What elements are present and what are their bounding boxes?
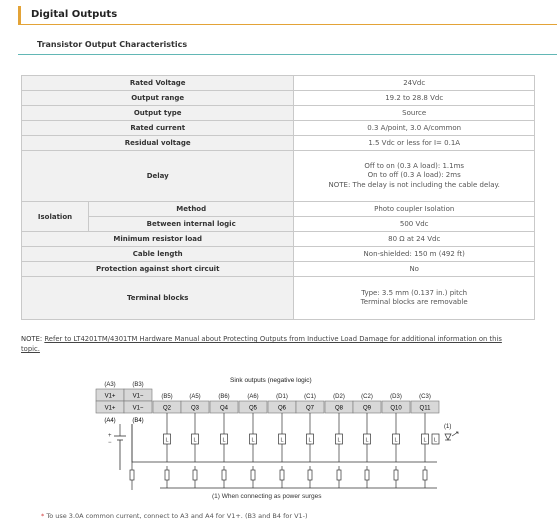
spec-key: Delay <box>22 151 294 202</box>
note-prefix: NOTE: <box>21 335 45 343</box>
spec-value: Non-shielded: 150 m (492 ft) <box>294 247 535 262</box>
subsection-header <box>18 40 557 55</box>
note-paragraph <box>21 334 531 354</box>
surge-marker: (1) <box>444 424 452 430</box>
table-row <box>22 76 535 91</box>
fuse-box <box>165 470 169 480</box>
spec-key: Residual voltage <box>22 136 294 151</box>
terminal-label: Q11 <box>419 405 431 412</box>
load-label: L <box>433 437 438 444</box>
terminal-label: Q10 <box>390 405 402 412</box>
diagram-title: Sink outputs (negative logic) <box>230 377 312 384</box>
fuse-box <box>337 470 341 480</box>
delay-line: On to off (0.3 A load): 2ms <box>367 171 461 180</box>
load-label: L <box>165 437 169 444</box>
table-row <box>22 121 535 136</box>
fuse-box <box>365 470 369 480</box>
pin-label: (B3) <box>132 382 144 388</box>
pin-label: (C2) <box>361 394 373 400</box>
footnote-text: To use 3.0A common current, connect to A3 and A4 for V1+. (B3 and B4 for V1-) <box>46 512 308 520</box>
terminal-line: Terminal blocks are removable <box>360 298 468 306</box>
table-row <box>22 277 535 320</box>
subsection-title: Transistor Output Characteristics <box>37 40 188 49</box>
spec-key: Rated current <box>22 121 294 136</box>
fuse-box <box>280 470 284 480</box>
table-row <box>22 91 535 106</box>
spec-subkey: Method <box>89 202 294 217</box>
table-row <box>22 217 535 232</box>
load-label: L <box>251 437 255 444</box>
pin-label: (A3) <box>104 382 116 388</box>
terminal-row-1 <box>96 389 152 401</box>
table-row <box>22 247 535 262</box>
manual-link[interactable]: Refer to LT4201TM/4301TM Hardware Manual about Protecting Outputs from Inductive Load Damage for additional information on this <box>44 335 502 343</box>
table-row <box>22 232 535 247</box>
terminal-row-2 <box>96 401 439 413</box>
load-label: L <box>337 437 341 444</box>
pin-label: (D2) <box>333 394 345 400</box>
diagram-caption: (1) When connecting as power surges <box>212 493 322 500</box>
table-row <box>22 151 535 202</box>
polarity-plus: + <box>108 433 112 439</box>
pin-label: (A5) <box>189 394 201 400</box>
table-row <box>22 202 535 217</box>
footnote-star: * <box>41 512 45 520</box>
spec-value-delay <box>294 151 535 202</box>
pin-label: (B4) <box>132 418 144 424</box>
pin-label: (D3) <box>390 394 402 400</box>
spec-value-terminal <box>294 277 535 320</box>
terminal-label: Q6 <box>277 405 287 412</box>
fuse-box <box>308 470 312 480</box>
load-label: L <box>394 437 398 444</box>
pin-label: (A4) <box>104 418 116 424</box>
table-row <box>22 136 535 151</box>
load-label: L <box>222 437 226 444</box>
pin-label: (C3) <box>419 394 431 400</box>
fuse-box <box>251 470 255 480</box>
footnote <box>41 512 308 520</box>
spec-value: 500 Vdc <box>294 217 535 232</box>
pin-label: (B6) <box>218 394 230 400</box>
arrow-icon <box>452 432 458 436</box>
load-label: L <box>193 437 197 444</box>
terminal-line: Type: 3.5 mm (0.137 in.) pitch <box>361 288 468 297</box>
spec-key: Cable length <box>22 247 294 262</box>
spec-key: Output range <box>22 91 294 106</box>
fuse-box <box>423 470 427 480</box>
polarity-minus: − <box>108 440 112 446</box>
pin-label: (B5) <box>161 394 173 400</box>
spec-subkey: Between internal logic <box>89 217 294 232</box>
terminal-label: Q2 <box>162 405 172 412</box>
pin-label: (A6) <box>247 394 259 400</box>
spec-key: Output type <box>22 106 294 121</box>
spec-value: 80 Ω at 24 Vdc <box>294 232 535 247</box>
spec-table <box>21 75 535 320</box>
spec-value: Photo coupler Isolation <box>294 202 535 217</box>
terminal-label: Q4 <box>219 405 229 412</box>
spec-value: 0.3 A/point, 3.0 A/common <box>294 121 535 136</box>
load-label: L <box>280 437 284 444</box>
surge-suppressor <box>432 424 458 444</box>
delay-line: NOTE: The delay is not including the cable delay. <box>328 180 500 189</box>
terminal-label: Q8 <box>334 405 344 412</box>
spec-key: Protection against short circuit <box>22 262 294 277</box>
wiring-diagram <box>0 370 557 510</box>
spec-key: Minimum resistor load <box>22 232 294 247</box>
power-supply <box>108 433 126 470</box>
spec-value: 24Vdc <box>294 76 535 91</box>
fuse-box <box>394 470 398 480</box>
terminal-label: V1− <box>132 405 144 412</box>
delay-line: Off to on (0.3 A load): 1.1ms <box>364 161 465 170</box>
spec-key: Rated Voltage <box>22 76 294 91</box>
terminal-label: Q5 <box>248 405 258 412</box>
terminal-label: V1− <box>132 393 144 400</box>
load-label: L <box>423 437 427 444</box>
terminal-label: Q7 <box>305 405 315 412</box>
table-row <box>22 106 535 121</box>
spec-value: Source <box>294 106 535 121</box>
spec-value: No <box>294 262 535 277</box>
load-label: L <box>365 437 369 444</box>
spec-value: 1.5 Vdc or less for I= 0.1A <box>294 136 535 151</box>
spec-key: Terminal blocks <box>22 277 294 320</box>
fuse-box <box>193 470 197 480</box>
table-row <box>22 262 535 277</box>
load-group <box>130 413 429 488</box>
fuse-box <box>130 470 134 480</box>
manual-link-continued[interactable]: topic. <box>21 345 40 353</box>
section-title: Digital Outputs <box>31 9 118 20</box>
load-label: L <box>308 437 312 444</box>
terminal-label: V1+ <box>104 405 116 412</box>
spec-key: Isolation <box>22 202 89 232</box>
section-header <box>18 6 557 25</box>
pin-label: (C1) <box>304 394 316 400</box>
diode-icon <box>445 434 451 440</box>
terminal-label: V1+ <box>104 393 116 400</box>
terminal-label: Q9 <box>362 405 372 412</box>
terminal-label: Q3 <box>190 405 200 412</box>
spec-value: 19.2 to 28.8 Vdc <box>294 91 535 106</box>
pin-label: (D1) <box>276 394 288 400</box>
fuse-box <box>222 470 226 480</box>
